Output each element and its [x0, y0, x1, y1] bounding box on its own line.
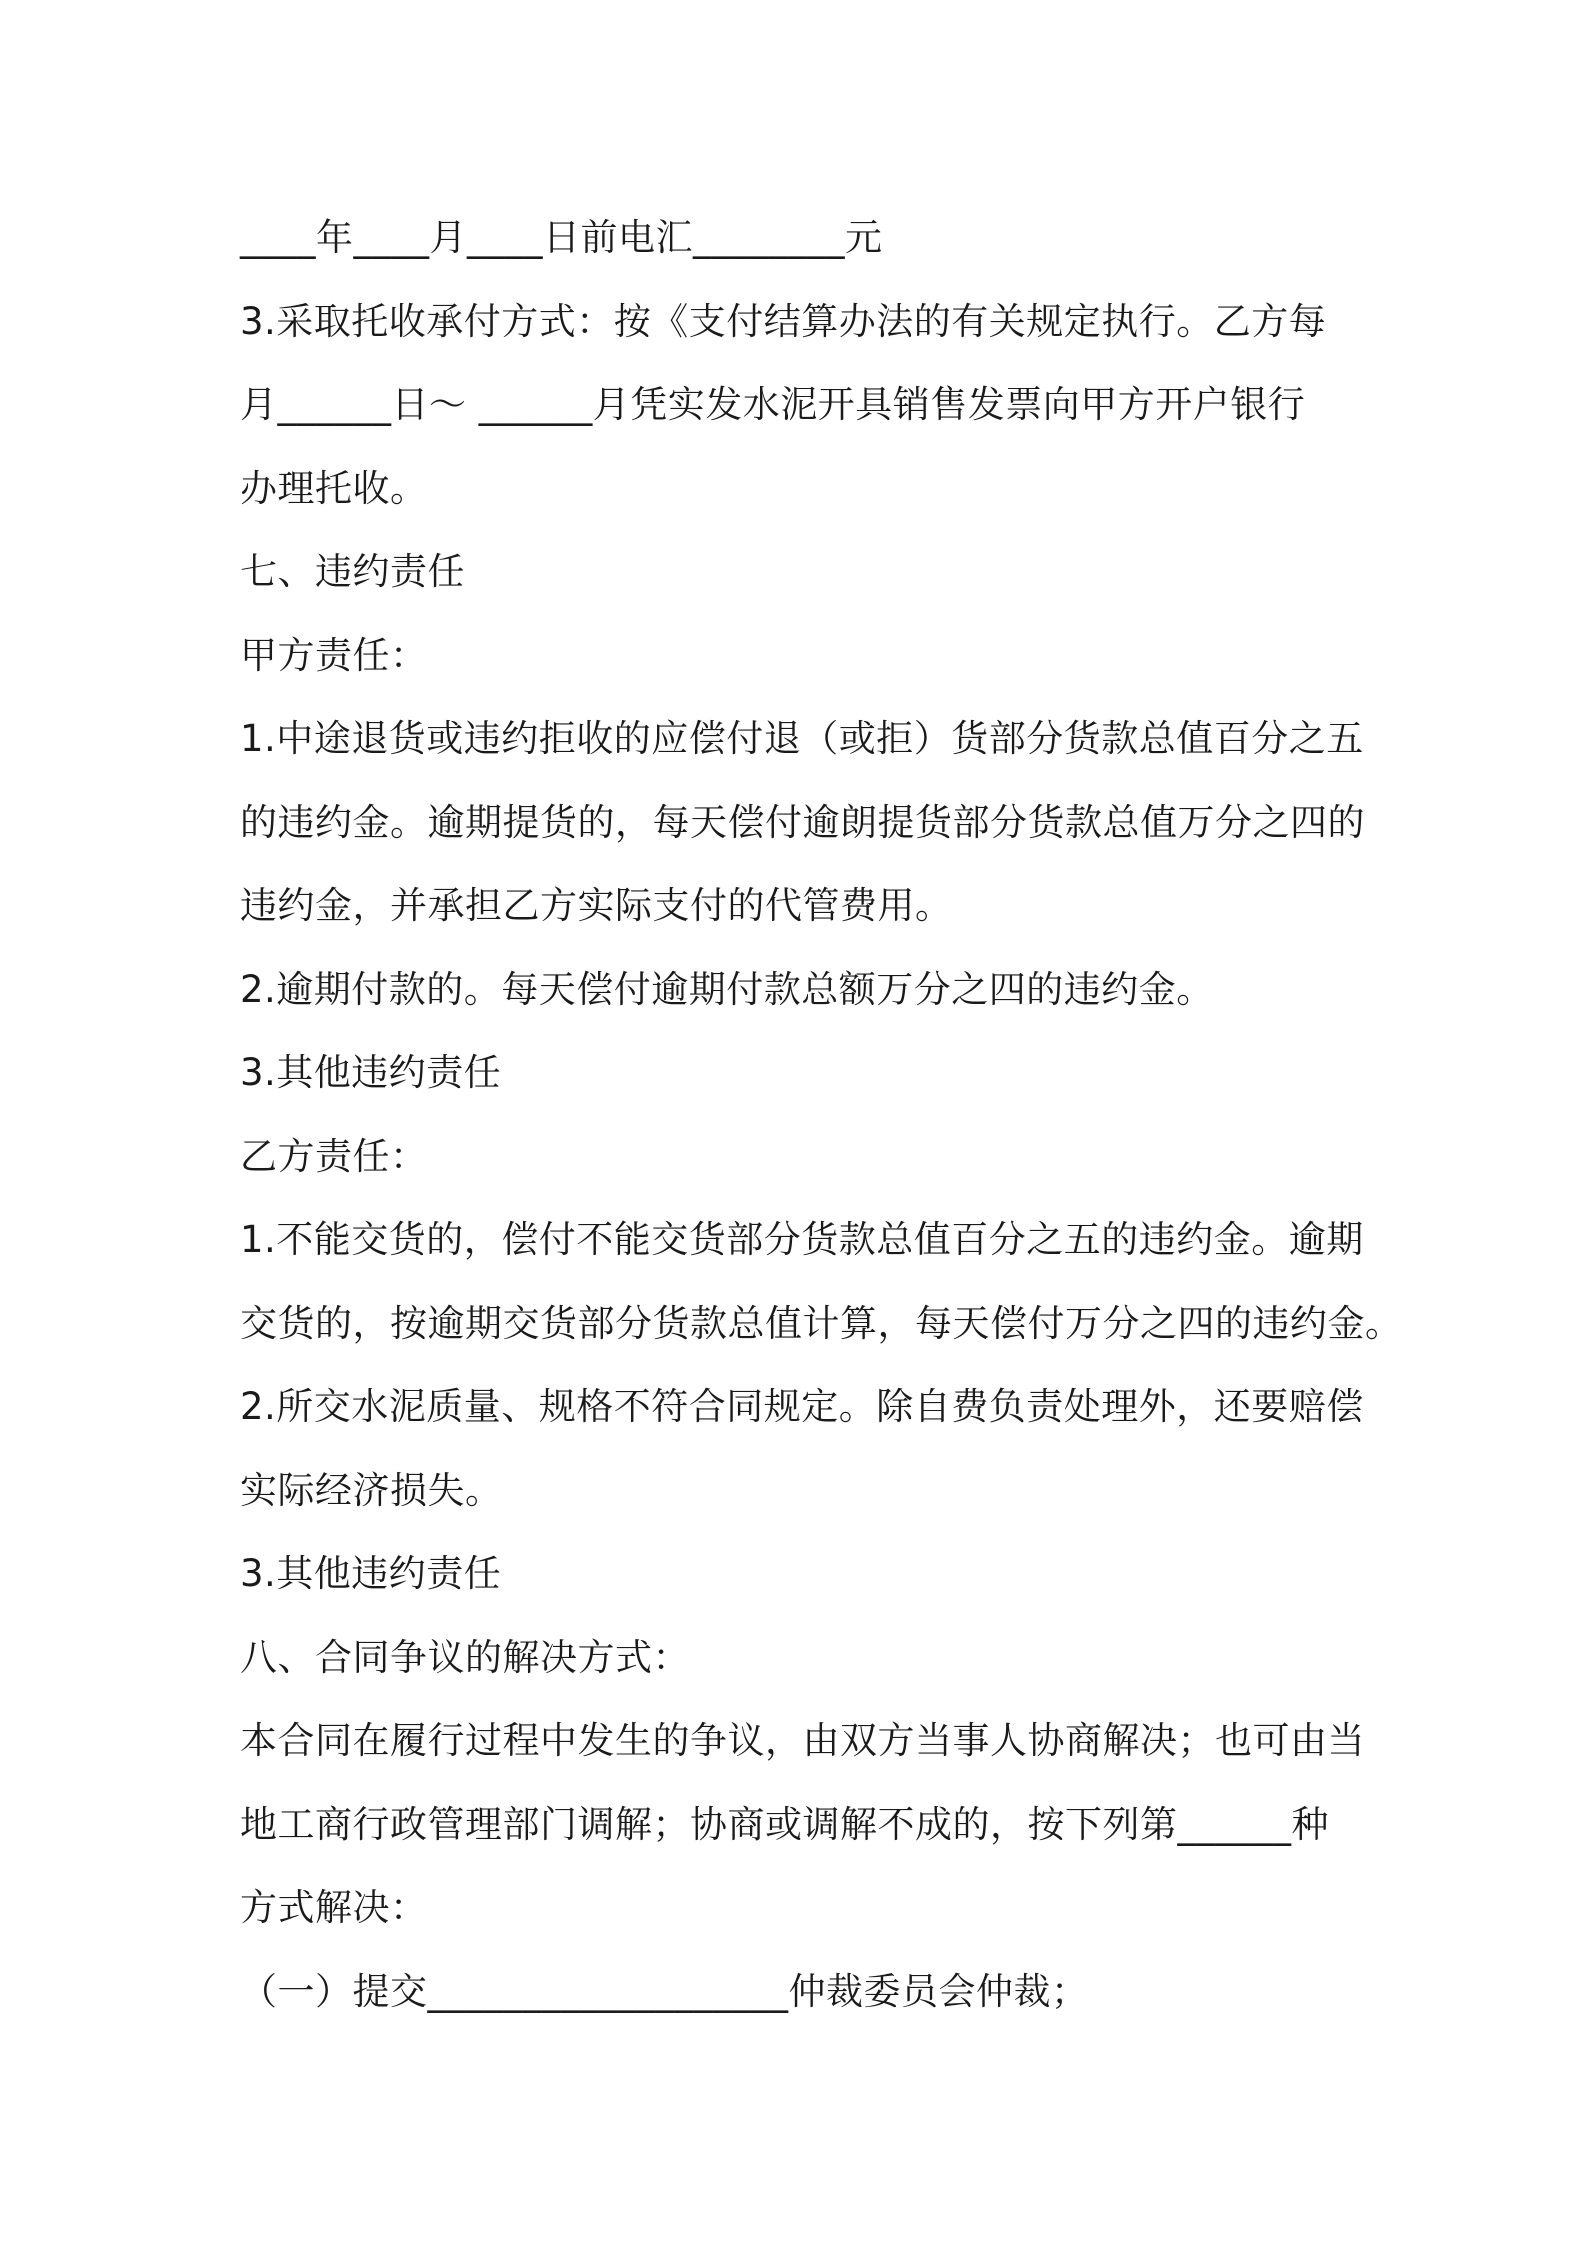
party-a-clause-1-line-1: 1.中途退货或违约拒收的应偿付退（或拒）货部分货款总值百分之五: [240, 717, 1364, 760]
party-a-liability-heading: 甲方责任：: [240, 633, 428, 677]
document-body: [240, 196, 1403, 2033]
dispute-paragraph-line-2: 地工商行政管理部门调解；协商或调解不成的，按下列第______种: [240, 1802, 1329, 1846]
party-b-clause-1-line-1: 1.不能交货的，偿付不能交货部分货款总值百分之五的违约金。逾期: [240, 1218, 1364, 1261]
party-b-clause-3: 3.其他违约责任: [240, 1552, 502, 1595]
party-a-clause-1-line-2: 的违约金。逾期提货的，每天偿付逾朗提货部分货款总值万分之四的: [240, 800, 1365, 844]
collection-method-line-1: 3.采取托收承付方式：按《支付结算办法的有关规定执行。乙方每: [240, 299, 1327, 343]
party-b-clause-2-line-1: 2.所交水泥质量、规格不符合同规定。除自费负责处理外，还要赔偿: [240, 1385, 1364, 1428]
payment-date-line: ____年____月____日前电汇________元: [240, 216, 883, 259]
party-a-clause-2: 2.逾期付款的。每天偿付逾期付款总额万分之四的违约金。: [240, 967, 1214, 1011]
section-heading-breach-liability: 七、违约责任: [240, 550, 465, 593]
section-heading-dispute-resolution: 八、合同争议的解决方式：: [240, 1635, 690, 1679]
party-b-clause-2-line-2: 实际经济损失。: [240, 1468, 503, 1512]
collection-method-line-3: 办理托收。: [240, 466, 428, 510]
dispute-paragraph-line-1: 本合同在履行过程中发生的争议，由双方当事人协商解决；也可由当: [240, 1719, 1365, 1762]
dispute-paragraph-line-3: 方式解决：: [240, 1886, 428, 1929]
collection-method-line-2: 月______日～ ______月凭实发水泥开具销售发票向甲方开户银行: [240, 383, 1306, 426]
arbitration-option-1: （一）提交___________________仲裁委员会仲裁；: [240, 1969, 1089, 2013]
party-a-clause-1-line-3: 违约金，并承担乙方实际支付的代管费用。: [240, 884, 953, 927]
party-a-clause-3: 3.其他违约责任: [240, 1051, 502, 1094]
party-b-liability-heading: 乙方责任：: [240, 1134, 428, 1178]
party-b-clause-1-line-2: 交货的，按逾期交货部分货款总值计算，每天偿付万分之四的违约金。: [240, 1301, 1403, 1345]
